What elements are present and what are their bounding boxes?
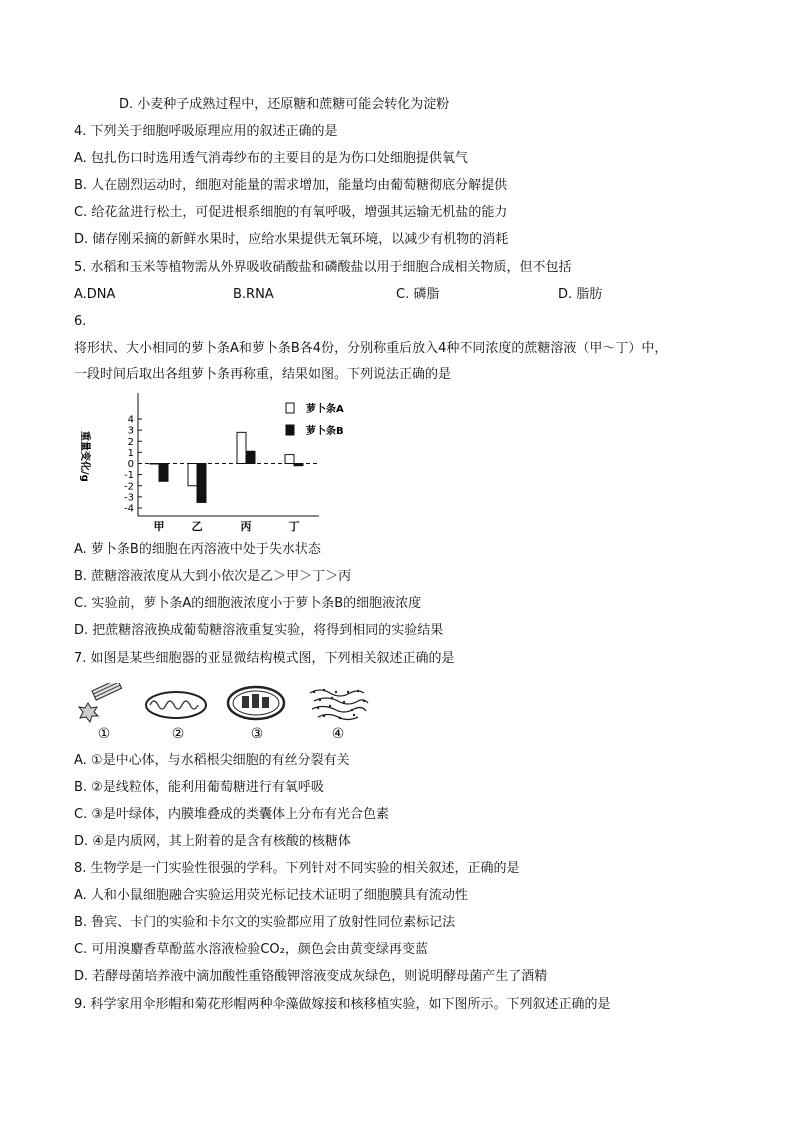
question-6-stem-line-1: 将形状、大小相同的萝卜条A和萝卜条B各4份，分别称重后放入4种不同浓度的蔗糖溶液（甲～丁）中， bbox=[74, 341, 668, 356]
q4-option-d: D. 储存刚采摘的新鲜水果时，应给水果提供无氧环境，以减少有机物的消耗 bbox=[74, 232, 509, 247]
organelle-label-4: ④ bbox=[331, 726, 345, 742]
question-6-stem-line-2: 一段时间后取出各组萝卜条再称重，结果如图。下列说法正确的是 bbox=[74, 367, 452, 382]
bar-a-4 bbox=[285, 455, 294, 464]
category-label: 丁 bbox=[288, 520, 300, 533]
y-tick-label: 4 bbox=[127, 414, 134, 426]
y-tick-label: 2 bbox=[127, 436, 134, 448]
legend-label: 萝卜条A bbox=[306, 404, 344, 415]
y-tick-label: -2 bbox=[124, 481, 134, 493]
q6-option-b: B. 蔗糖溶液浓度从大到小依次是乙＞甲＞丁＞丙 bbox=[74, 569, 352, 584]
q5-option-b: B.RNA bbox=[233, 287, 274, 302]
q5-option-d: D. 脂肪 bbox=[558, 287, 603, 302]
bar-b-3 bbox=[246, 451, 255, 463]
q5-option-c: C. 磷脂 bbox=[396, 287, 440, 302]
y-tick-label: -4 bbox=[124, 503, 134, 515]
q6-option-d: D. 把蔗糖溶液换成葡萄糖溶液重复实验，将得到相同的实验结果 bbox=[74, 623, 444, 638]
q3-option-d: D. 小麦种子成熟过程中，还原糖和蔗糖可能会转化为淀粉 bbox=[119, 97, 450, 112]
bar-b-4 bbox=[294, 464, 303, 466]
organelle-label-2: ② bbox=[171, 726, 185, 742]
y-tick-label: -3 bbox=[124, 492, 134, 504]
q8-option-b: B. 鲁宾、卡门的实验和卡尔文的实验都应用了放射性同位素标记法 bbox=[74, 915, 456, 930]
y-tick-label: 1 bbox=[127, 447, 134, 459]
bar-b-1 bbox=[159, 464, 168, 482]
bar-a-2 bbox=[188, 464, 197, 486]
q8-option-d: D. 若酵母菌培养液中滴加酸性重铬酸钾溶液变成灰绿色，则说明酵母菌产生了酒精 bbox=[74, 969, 548, 984]
question-9-stem: 9. 科学家用伞形帽和菊花形帽两种伞藻做嫁接和核移植实验，如下图所示。下列叙述正确的是 bbox=[74, 997, 611, 1012]
q8-option-a: A. 人和小鼠细胞融合实验运用荧光标记技术证明了细胞膜具有流动性 bbox=[74, 888, 468, 903]
q7-option-c: C. ③是叶绿体，内膜堆叠成的类囊体上分布有光合色素 bbox=[74, 807, 389, 822]
bar-a-1 bbox=[150, 464, 159, 465]
centrosome-illustration bbox=[79, 683, 122, 722]
q7-option-d: D. ④是内质网，其上附着的是含有核酸的核糖体 bbox=[74, 834, 351, 849]
question-7-stem: 7. 如图是某些细胞器的亚显微结构模式图，下列相关叙述正确的是 bbox=[74, 651, 455, 666]
y-tick-label: 3 bbox=[127, 425, 134, 437]
y-tick-label: -1 bbox=[124, 470, 134, 482]
q7-option-b: B. ②是线粒体，能利用葡萄糖进行有氧呼吸 bbox=[74, 780, 324, 795]
category-label: 甲 bbox=[153, 520, 165, 533]
q6-option-c: C. 实验前，萝卜条A的细胞液浓度小于萝卜条B的细胞液浓度 bbox=[74, 596, 422, 611]
q5-option-a: A.DNA bbox=[74, 287, 116, 302]
bar-b-2 bbox=[197, 464, 206, 503]
q7-option-a: A. ①是中心体，与水稻根尖细胞的有丝分裂有关 bbox=[74, 753, 350, 768]
legend-swatch bbox=[286, 403, 294, 413]
bar-a-3 bbox=[237, 432, 246, 463]
q4-option-b: B. 人在剧烈运动时，细胞对能量的需求增加，能量均由葡萄糖彻底分解提供 bbox=[74, 178, 508, 193]
mitochondrion-illustration bbox=[146, 692, 206, 718]
legend-swatch bbox=[286, 425, 294, 435]
question-8-stem: 8. 生物学是一门实验性很强的学科。下列针对不同实验的相关叙述，正确的是 bbox=[74, 861, 520, 876]
y-axis-label: 重量变化/g bbox=[79, 431, 90, 482]
q6-option-a: A. 萝卜条B的细胞在丙溶液中处于失水状态 bbox=[74, 542, 321, 557]
organelle-figure bbox=[74, 683, 384, 743]
endoplasmic-reticulum-illustration bbox=[310, 689, 368, 720]
q4-option-a: A. 包扎伤口时选用透气消毒纱布的主要目的是为伤口处细胞提供氧气 bbox=[74, 151, 468, 166]
question-5-stem: 5. 水稻和玉米等植物需从外界吸收硝酸盐和磷酸盐以用于细胞合成相关物质，但不包括 bbox=[74, 260, 572, 275]
category-label: 乙 bbox=[191, 520, 203, 533]
y-tick-label: 0 bbox=[127, 459, 134, 470]
q8-option-c: C. 可用溴麝香草酚蓝水溶液检验CO₂，颜色会由黄变绿再变蓝 bbox=[74, 942, 428, 957]
chloroplast-illustration bbox=[228, 687, 284, 719]
mass-change-bar-chart bbox=[74, 391, 364, 536]
legend-label: 萝卜条B bbox=[306, 426, 344, 437]
organelle-label-3: ③ bbox=[250, 726, 264, 742]
question-4-stem: 4. 下列关于细胞呼吸原理应用的叙述正确的是 bbox=[74, 124, 338, 139]
q4-option-c: C. 给花盆进行松土，可促进根系细胞的有氧呼吸，增强其运输无机盐的能力 bbox=[74, 205, 508, 220]
category-label: 丙 bbox=[240, 520, 252, 533]
question-6-number: 6. bbox=[74, 314, 87, 329]
organelle-label-1: ① bbox=[97, 726, 111, 742]
